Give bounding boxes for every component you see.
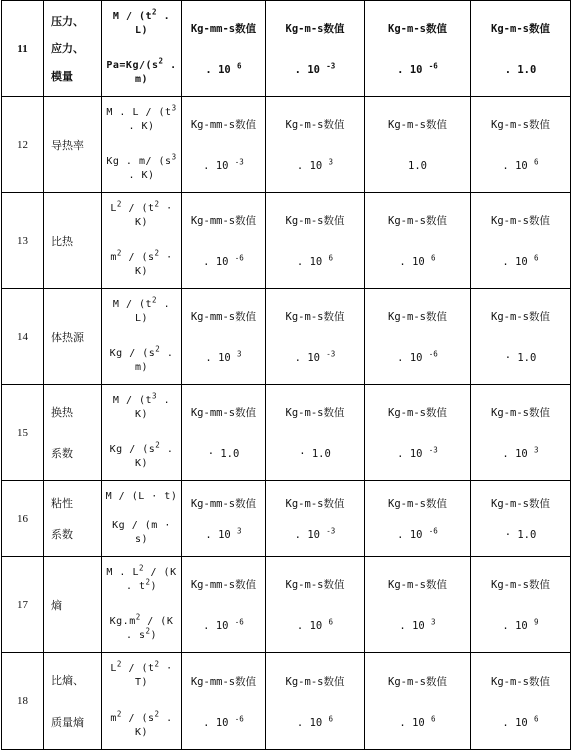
factor-exponent: -6 — [428, 61, 438, 71]
conversion-factor — [182, 448, 265, 460]
system-label: Kg-m-s数值 — [285, 498, 345, 511]
factor-base: . 10 — [399, 255, 425, 268]
factor-exponent: 3 — [237, 349, 242, 359]
factor-base: . 10 — [205, 63, 231, 76]
conversion-cell — [266, 557, 365, 653]
unit-text: · K) — [134, 202, 173, 228]
table-row — [2, 289, 571, 385]
system-label: Kg-mm-s数值 — [190, 119, 257, 132]
factor-exponent: 6 — [534, 157, 539, 167]
table-row — [2, 1, 571, 97]
unit-si — [105, 56, 178, 88]
factor-base: . 10 — [296, 716, 323, 729]
quantity-name — [44, 289, 102, 385]
unit-text: M / (t — [112, 10, 153, 22]
factor-exponent: -3 — [428, 445, 438, 455]
factor-base: 1.0 — [408, 159, 427, 172]
conversion-factor — [266, 526, 364, 541]
factor-exponent: -6 — [234, 253, 244, 263]
unit-dimensional — [105, 490, 178, 505]
quantity-name — [44, 1, 102, 97]
row-number: 14 — [2, 289, 44, 385]
unit-text: . K) — [134, 712, 173, 738]
row-number: 18 — [2, 653, 44, 750]
conversion-factor — [182, 617, 265, 632]
unit-exponent: 2 — [152, 7, 158, 17]
unit-text: . m) — [134, 59, 177, 85]
conversion-factor — [266, 349, 364, 364]
conversion-factor — [365, 253, 470, 268]
factor-exponent: 6 — [431, 253, 436, 263]
system-label: Kg-m-s数值 — [388, 498, 447, 511]
conversion-factor — [365, 714, 470, 729]
system-label: Kg-m-s数值 — [491, 675, 550, 688]
system-label: Kg-mm-s数值 — [190, 675, 257, 688]
factor-base: . 10 — [397, 63, 423, 76]
unit-text: Kg / (m · s) — [112, 519, 171, 545]
conversion-factor — [471, 617, 570, 632]
quantity-name — [44, 557, 102, 653]
factor-base: . 10 — [502, 716, 528, 729]
conversion-factor — [365, 349, 470, 364]
conversion-factor — [266, 253, 364, 268]
conversion-factor — [182, 61, 265, 76]
conversion-cell — [266, 193, 365, 289]
unit-text: M / (t — [112, 394, 153, 406]
system-label: Kg-m-s数值 — [285, 675, 345, 688]
conversion-factor — [471, 157, 570, 172]
quantity-name-part: 质量熵 — [51, 715, 84, 729]
conversion-cell — [266, 653, 365, 750]
system-label: Kg-m-s数值 — [491, 311, 550, 324]
factor-base: . 10 — [397, 528, 423, 541]
factor-exponent: 6 — [534, 253, 539, 263]
unit-exponent: 2 — [138, 563, 144, 573]
conversion-factor — [365, 526, 470, 541]
conversion-cell — [471, 557, 571, 653]
unit-exponent: 2 — [158, 56, 164, 66]
row-number: 12 — [2, 97, 44, 193]
system-label: Kg-m-s数值 — [388, 579, 447, 592]
unit-text: L — [110, 202, 117, 214]
factor-exponent: -3 — [326, 61, 336, 71]
unit-si — [105, 709, 178, 741]
factor-exponent: 6 — [328, 617, 334, 627]
factor-base: . 10 — [203, 619, 229, 632]
unit-text: Kg.m — [109, 615, 136, 627]
unit-formula — [102, 385, 182, 481]
conversion-cell — [471, 653, 571, 750]
unit-dimensional — [105, 103, 178, 135]
factor-base: . 10 — [397, 351, 423, 364]
system-label: Kg-mm-s数值 — [190, 311, 257, 324]
conversion-factor — [266, 157, 364, 172]
quantity-name — [44, 481, 102, 557]
table-row — [2, 653, 571, 750]
conversion-factor — [365, 445, 470, 460]
quantity-name-part: 比熵、 — [51, 674, 84, 688]
system-label: Kg-m-s数值 — [491, 23, 550, 36]
conversion-cell — [365, 481, 471, 557]
unit-exponent: 2 — [154, 199, 160, 209]
unit-text: / (t — [121, 202, 155, 214]
factor-exponent: 9 — [534, 617, 539, 627]
unit-text: · K) — [134, 251, 173, 277]
conversion-cell — [266, 1, 365, 97]
quantity-name-part: 比热 — [51, 234, 73, 248]
system-label: Kg-m-s数值 — [285, 23, 345, 36]
quantity-name — [44, 97, 102, 193]
factor-base: . 10 — [296, 619, 323, 632]
system-label: Kg-m-s数值 — [285, 215, 345, 228]
unit-exponent: 2 — [154, 709, 160, 719]
unit-text: / (K . t — [125, 566, 177, 592]
factor-exponent: -3 — [326, 526, 336, 536]
factor-base: . 10 — [397, 447, 423, 460]
conversion-cell — [182, 481, 266, 557]
factor-base: . 10 — [203, 716, 229, 729]
conversion-cell — [182, 1, 266, 97]
unit-exponent: 3 — [171, 152, 177, 162]
unit-text: Pa=Kg/(s — [106, 59, 159, 71]
unit-text: · T) — [134, 662, 173, 688]
conversion-factor — [266, 714, 364, 729]
system-label: Kg-mm-s数值 — [190, 23, 257, 36]
unit-text: Kg . m/ (s — [106, 155, 172, 167]
quantity-name-part: 粘性 — [51, 497, 73, 510]
unit-formula — [102, 97, 182, 193]
quantity-name-part: 压力、 — [51, 15, 84, 29]
unit-formula — [102, 481, 182, 557]
unit-exponent: 2 — [116, 709, 122, 719]
conversion-factor — [471, 714, 570, 729]
unit-dimensional — [105, 563, 178, 595]
conversion-factor — [266, 617, 364, 632]
quantity-name-part: 熵 — [51, 598, 62, 612]
system-label: Kg-m-s数值 — [491, 498, 550, 511]
quantity-name-part: 系数 — [51, 447, 73, 460]
system-label: Kg-m-s数值 — [285, 407, 345, 420]
quantity-name — [44, 653, 102, 750]
conversion-cell — [471, 1, 571, 97]
conversion-factor — [365, 61, 470, 76]
unit-dimensional — [105, 7, 178, 39]
conversion-factor — [182, 349, 265, 364]
unit-exponent: 2 — [116, 248, 122, 258]
conversion-cell — [471, 193, 571, 289]
table-row — [2, 557, 571, 653]
conversion-factor — [365, 617, 470, 632]
conversion-factor — [471, 529, 570, 541]
conversion-cell — [182, 385, 266, 481]
factor-base: . 10 — [399, 619, 425, 632]
unit-text: ) — [150, 630, 158, 641]
factor-exponent: 6 — [534, 714, 539, 723]
quantity-name-part: 换热 — [51, 406, 73, 419]
unit-conversion-table — [1, 0, 571, 750]
unit-si — [105, 612, 178, 644]
factor-base: . 10 — [502, 447, 528, 460]
unit-exponent: 2 — [145, 626, 151, 636]
conversion-cell — [365, 193, 471, 289]
system-label: Kg-mm-s数值 — [190, 215, 257, 228]
factor-exponent: 3 — [534, 445, 539, 455]
unit-dimensional — [105, 295, 178, 327]
conversion-cell — [182, 193, 266, 289]
unit-si — [105, 248, 178, 280]
factor-base: . 10 — [296, 159, 323, 172]
system-label: Kg-m-s数值 — [388, 675, 447, 688]
factor-base: . 10 — [203, 255, 229, 268]
unit-formula — [102, 1, 182, 97]
factor-base: . 10 — [502, 255, 528, 268]
conversion-factor — [471, 445, 570, 460]
factor-base: . 10 — [294, 528, 320, 541]
conversion-factor — [182, 714, 265, 729]
conversion-cell — [471, 97, 571, 193]
row-number: 16 — [2, 481, 44, 557]
conversion-factor — [471, 64, 570, 76]
factor-base: . 10 — [205, 528, 231, 541]
quantity-name-part: 应力、 — [51, 42, 84, 56]
conversion-factor — [266, 61, 364, 76]
row-number: 17 — [2, 557, 44, 653]
factor-exponent: 3 — [431, 617, 436, 627]
table-row — [2, 193, 571, 289]
unit-text: . K) — [134, 394, 171, 420]
system-label: Kg-m-s数值 — [285, 579, 345, 592]
table-row — [2, 97, 571, 193]
unit-text: m — [110, 712, 117, 724]
quantity-name — [44, 193, 102, 289]
quantity-name-part: 体热源 — [51, 330, 84, 344]
factor-base: · 1.0 — [299, 447, 331, 460]
conversion-factor — [471, 253, 570, 268]
factor-exponent: -6 — [234, 617, 244, 627]
unit-exponent: 2 — [152, 295, 158, 305]
unit-text: M / (L · t) — [105, 490, 178, 502]
unit-si — [105, 440, 178, 472]
factor-base: . 10 — [502, 159, 528, 172]
conversion-factor — [365, 160, 470, 172]
quantity-name-part: 导热率 — [51, 138, 84, 152]
quantity-name-part: 模量 — [51, 69, 73, 83]
conversion-cell — [365, 557, 471, 653]
system-label: Kg-m-s数值 — [388, 23, 447, 36]
table-body — [2, 1, 571, 750]
factor-exponent: 6 — [328, 714, 334, 723]
conversion-cell — [182, 653, 266, 750]
factor-base: . 10 — [203, 159, 229, 172]
factor-base: · 1.0 — [207, 447, 240, 460]
unit-exponent: 2 — [155, 344, 161, 354]
factor-exponent: -6 — [428, 349, 438, 359]
factor-base: . 10 — [296, 255, 323, 268]
unit-text: . L) — [134, 298, 171, 324]
unit-exponent: 2 — [154, 248, 160, 258]
factor-base: . 10 — [502, 619, 528, 632]
quantity-name-part: 系数 — [51, 528, 73, 541]
unit-dimensional — [105, 199, 178, 231]
system-label: Kg-m-s数值 — [491, 215, 550, 228]
system-label: Kg-mm-s数值 — [190, 498, 257, 511]
unit-formula — [102, 653, 182, 750]
conversion-cell — [266, 385, 365, 481]
row-number: 13 — [2, 193, 44, 289]
factor-base: . 10 — [205, 351, 231, 364]
conversion-cell — [266, 97, 365, 193]
system-label: Kg-m-s数值 — [285, 311, 345, 324]
conversion-factor — [471, 352, 570, 364]
conversion-cell — [471, 385, 571, 481]
system-label: Kg-m-s数值 — [388, 407, 447, 420]
conversion-cell — [266, 481, 365, 557]
factor-base: . 1.0 — [504, 63, 537, 76]
unit-text: . m) — [134, 347, 174, 373]
unit-text: ) — [150, 581, 158, 592]
factor-exponent: 6 — [431, 714, 436, 723]
system-label: Kg-mm-s数值 — [190, 407, 257, 420]
unit-exponent: 2 — [116, 199, 122, 209]
conversion-cell — [365, 385, 471, 481]
factor-exponent: -6 — [428, 526, 438, 536]
system-label: Kg-m-s数值 — [388, 119, 447, 132]
unit-text: M . L — [106, 566, 139, 578]
unit-formula — [102, 193, 182, 289]
conversion-cell — [365, 97, 471, 193]
unit-text: / (s — [121, 251, 155, 263]
unit-text: . L) — [134, 10, 171, 36]
row-number: 11 — [2, 1, 44, 97]
unit-si — [105, 344, 178, 376]
system-label: Kg-m-s数值 — [285, 119, 345, 132]
unit-formula — [102, 289, 182, 385]
unit-text: / (K . s — [125, 615, 174, 641]
unit-exponent: 2 — [145, 577, 151, 587]
system-label: Kg-m-s数值 — [388, 215, 447, 228]
conversion-cell — [365, 289, 471, 385]
unit-exponent: 3 — [152, 391, 158, 401]
conversion-factor — [182, 253, 265, 268]
table-row — [2, 385, 571, 481]
unit-text: / (t — [121, 662, 155, 674]
system-label: Kg-m-s数值 — [491, 407, 550, 420]
unit-text: M / (t — [112, 298, 153, 310]
factor-exponent: -3 — [326, 349, 336, 359]
quantity-name — [44, 385, 102, 481]
unit-si — [105, 152, 178, 184]
unit-dimensional — [105, 659, 178, 691]
factor-base: . 10 — [294, 63, 320, 76]
system-label: Kg-m-s数值 — [491, 579, 550, 592]
factor-exponent: -3 — [234, 157, 244, 167]
unit-text: . K) — [134, 443, 174, 469]
unit-dimensional — [105, 391, 178, 423]
conversion-factor — [182, 526, 265, 541]
unit-formula — [102, 557, 182, 653]
unit-si — [105, 519, 178, 548]
system-label: Kg-m-s数值 — [388, 311, 447, 324]
unit-text: M . L / (t — [106, 106, 172, 118]
conversion-cell — [471, 481, 571, 557]
conversion-cell — [365, 1, 471, 97]
factor-exponent: -6 — [234, 714, 244, 723]
unit-text: Kg / (s — [109, 347, 156, 359]
unit-exponent: 2 — [135, 612, 141, 622]
unit-exponent: 3 — [171, 103, 177, 113]
factor-base: . 10 — [399, 716, 425, 729]
factor-exponent: 6 — [328, 253, 334, 263]
system-label: Kg-m-s数值 — [491, 119, 550, 132]
unit-text: Kg / (s — [109, 443, 156, 455]
unit-text: L — [110, 662, 117, 674]
factor-exponent: 3 — [237, 526, 242, 536]
conversion-cell — [365, 653, 471, 750]
unit-exponent: 2 — [154, 659, 160, 669]
factor-base: · 1.0 — [504, 351, 537, 364]
factor-base: · 1.0 — [504, 528, 537, 541]
unit-text: m — [110, 251, 117, 263]
conversion-cell — [471, 289, 571, 385]
unit-text: . K) — [128, 170, 155, 181]
conversion-factor — [182, 157, 265, 172]
factor-exponent: 3 — [328, 157, 334, 167]
unit-text: / (s — [121, 712, 155, 724]
factor-base: . 10 — [294, 351, 320, 364]
table-row — [2, 481, 571, 557]
conversion-cell — [266, 289, 365, 385]
conversion-cell — [182, 97, 266, 193]
system-label: Kg-mm-s数值 — [190, 579, 257, 592]
unit-exponent: 2 — [116, 659, 122, 669]
factor-exponent: 6 — [237, 61, 242, 71]
row-number: 15 — [2, 385, 44, 481]
conversion-cell — [182, 557, 266, 653]
unit-exponent: 2 — [155, 440, 161, 450]
conversion-cell — [182, 289, 266, 385]
unit-text: . K) — [128, 121, 155, 132]
conversion-factor — [266, 448, 364, 460]
